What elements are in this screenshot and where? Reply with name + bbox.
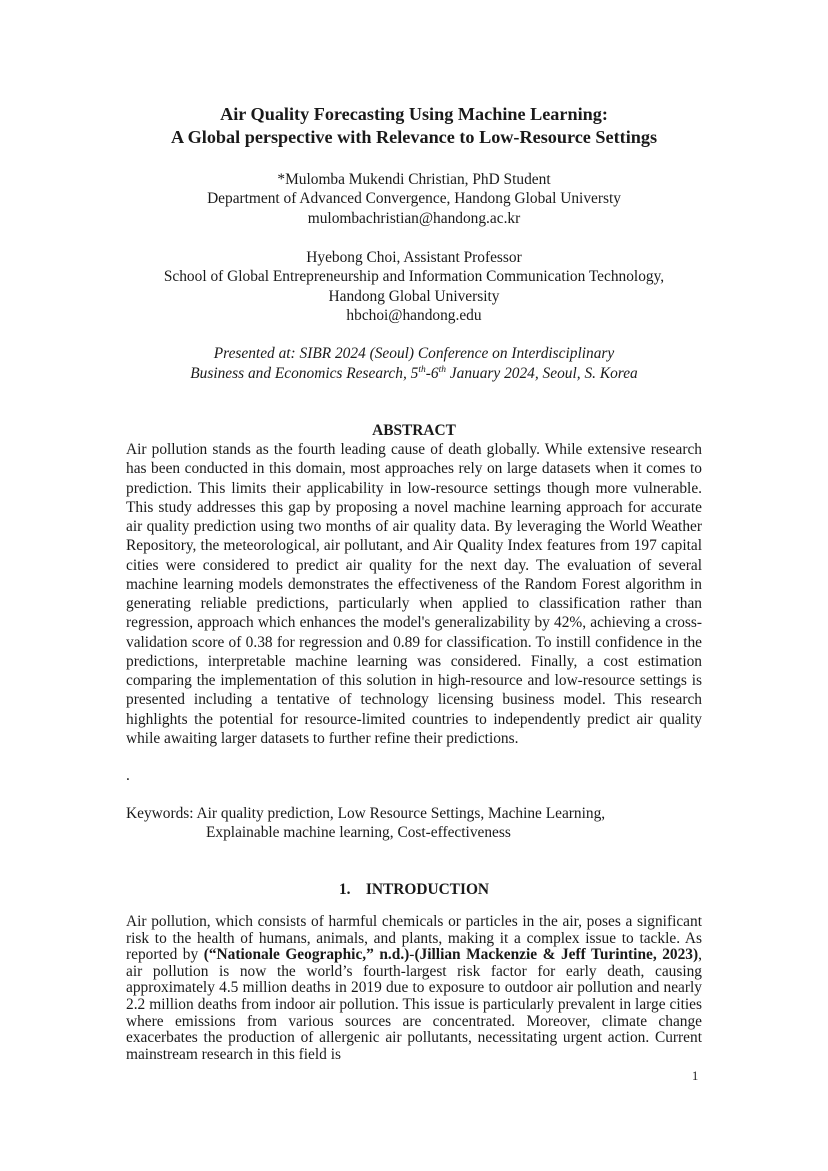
author-2-email: hbchoi@handong.edu [346,307,482,325]
abstract-body: Air pollution stands as the fourth leading cause of death globally. While extensive research has been conducted in this domain, most approaches rely on large datasets when it comes to prediction. This limits their applicability in low-resource settings though more vulnerable. This study addresses this gap by proposing a novel machine learning approach for accurate air quality prediction using two months of air quality data. By leveraging the World Weather Repository, the meteorological, air pollutant, and Air Quality Index features from 197 capital cities were considered to predict air quality for the next day. The evaluation of several machine learning models demonstrates the effectiveness of the Random Forest algorithm in generating reliable predictions, particularly when applied to classification rather than regression, approach which enhances the model's generalizability by 42%, achieving a cross-validation score of 0.38 for regression and 0.89 for classification. To instill confidence in the predictions, interpretable machine learning was considered. Finally, a cost estimation comparing the implementation of this solution in high-resource and low-resource settings is presented including a tentative of technology licensing business model. This research highlights the potential for resource-limited countries to independently predict air quality while awaiting larger datasets to further refine their predictions. [126,441,702,747]
presented-line-1: Presented at: SIBR 2024 (Seoul) Conference on Interdisciplinary [213,345,615,362]
title-line-1: Air Quality Forecasting Using Machine Learning: [220,104,608,124]
intro-text-1: Air pollution, which consists of harmful chemicals or particles in the air, poses a significant risk to the health of humans, animals, and plants, making it a complex issue to tackle. As reported by [126,913,702,964]
author-1-name: *Mulomba Mukendi Christian, PhD Student [277,171,551,188]
intro-text-2: - [409,946,415,964]
paper-title [0,103,828,149]
introduction-heading: 1. INTRODUCTION [338,881,490,898]
citation-national-geographic: (“Nationale Geographic,” n.d.) [203,946,410,964]
superscript-th-2: th [438,364,446,375]
presented-line-2 [0,364,828,384]
author-1-block [0,170,828,228]
title-line-2: A Global perspective with Relevance to Low-Resource Settings [170,127,658,147]
author-2-name: Hyebong Choi, Assistant Professor [306,249,522,266]
keywords-line-2: Explainable machine learning, Cost-effectiveness [206,824,511,842]
presented-line-2-end: January 2024, Seoul, S. Korea [445,365,638,382]
keywords-line-1: Keywords: Air quality prediction, Low Resource Settings, Machine Learning, [126,805,606,822]
abstract-trailing-dot: . [126,767,130,784]
intro-text-3: , air pollution is now the world’s fourth-largest risk factor for early death, causing approximately 4.5 million deaths in 2019 due to exposure to outdoor air pollution and nearly 2.2 million deaths from indoor air pollution. This issue is particularly prevalent in large cities where emissions from various sources are concentrated. Moreover, climate change exacerbates the production of allergenic air pollutants, necessitating urgent action. Current mainstream research in this field is [126,946,702,1063]
abstract-heading: ABSTRACT [372,422,456,439]
author-2-affiliation-line-1: School of Global Entrepreneurship and Information Communication Technology, [163,268,665,286]
page-number: 1 [692,1069,699,1083]
presented-line-2-start: Business and Economics Research, 5 [190,365,419,382]
author-2-block [0,248,828,326]
author-1-affiliation: Department of Advanced Convergence, Handong Global Universty [207,190,621,208]
superscript-th-1: th [418,364,426,375]
keywords-block [126,804,726,843]
presentation-note [0,344,828,384]
author-1-email: mulombachristian@handong.ac.kr [307,209,521,227]
citation-mackenzie-turintine: (Jillian Mackenzie & Jeff Turintine, 2023) [414,946,699,964]
author-2-affiliation-line-2: Handong Global University [328,287,500,305]
presented-date-end: -6 [425,365,439,382]
introduction-paragraph [126,914,702,1063]
